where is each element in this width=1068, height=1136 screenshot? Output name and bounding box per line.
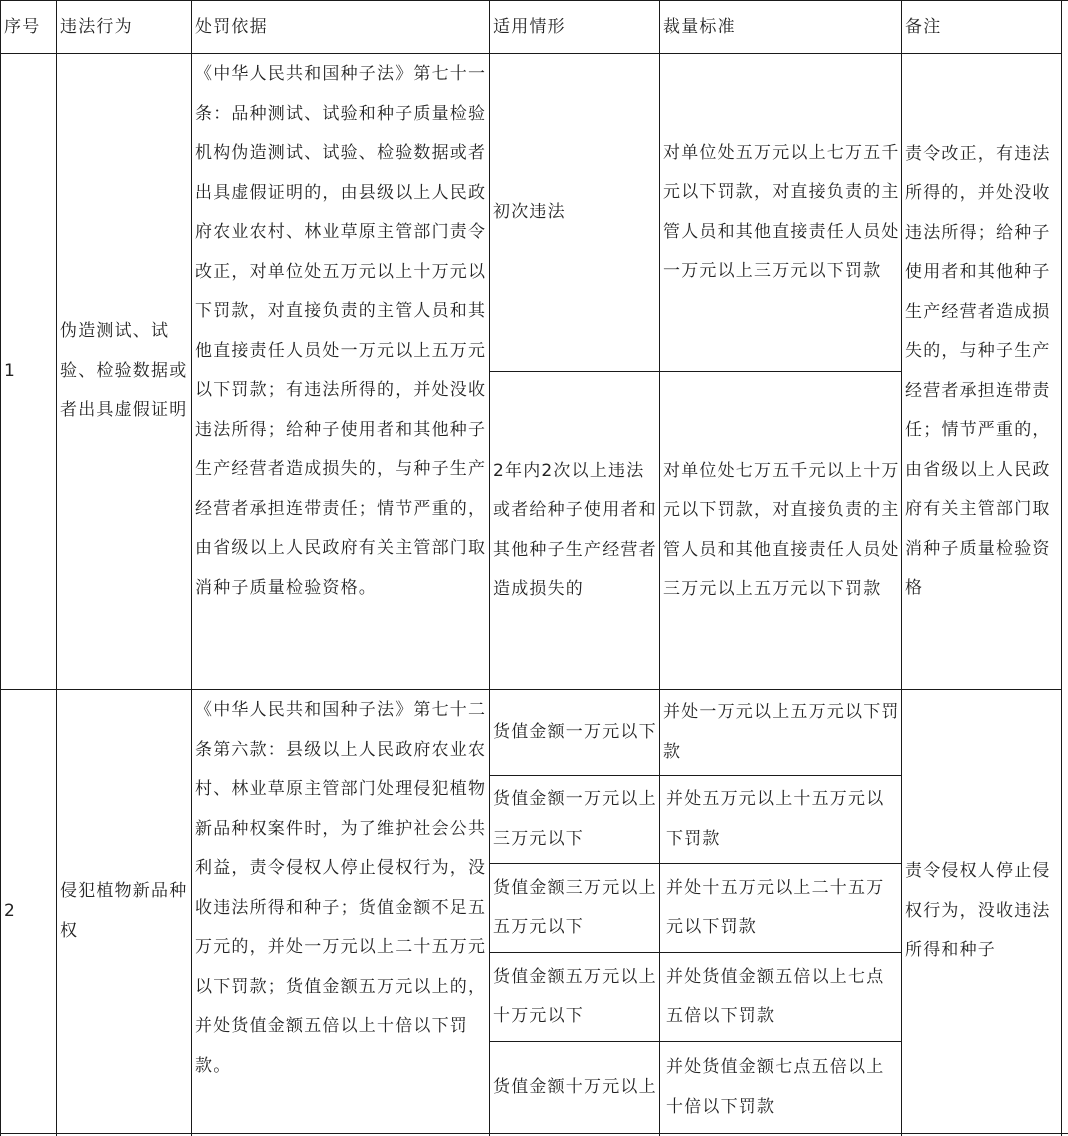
header-remark: 备注 <box>905 17 942 37</box>
row1-remark: 责令改正，有违法所得的，并处没收违法所得；给种子使用者和其他种子生产经营者造成损失的，与种子生产经营者承担连带责任；情节严重的，由省级以上人民政府有关主管部门取消种子质量检验资格 <box>905 143 1051 598</box>
row2-case3-situation: 货值金额三万元以上五万元以下 <box>493 877 657 937</box>
row2-remark: 责令侵权人停止侵权行为，没收违法所得和种子 <box>905 861 1051 961</box>
row2-case2-situation: 货值金额一万元以上三万元以下 <box>493 789 657 849</box>
row2-case4-situation: 货值金额五万元以上十万元以下 <box>493 966 657 1026</box>
row1-case2-situation: 2年内2次以上违法或者给种子使用者和其他种子生产经营者造成损失的 <box>493 460 657 599</box>
row2-case5-standard: 并处货值金额七点五倍以上十倍以下罚款 <box>666 1057 885 1117</box>
row2-act: 侵犯植物新品种权 <box>60 881 188 941</box>
row1-basis: 《中华人民共和国种子法》第七十一条：品种测试、试验和种子质量检验机构伪造测试、试验、检验数据或者出具虚假证明的，由县级以上人民政府农业农村、林业草原主管部门责令改正，对单位处五万元以上十万元以下罚款，对直接负责的主管人员和其他直接责任人员处一万元以上五万元以下罚款；有违法所得的，并处没收违法所得；给种子使用者和其他种子生产经营者造成损失的，与种子生产经营者承担连带责任；情节严重的，由省级以上人民政府有关主管部门取消种子质量检验资格。 <box>195 64 487 598</box>
row1-case2-standard: 对单位处七万五千元以上十万元以下罚款，对直接负责的主管人员和其他直接责任人员处三万元以上五万元以下罚款 <box>663 460 900 599</box>
header-no: 序号 <box>4 17 41 37</box>
header-standard: 裁量标准 <box>663 17 736 37</box>
header-act: 违法行为 <box>60 17 133 37</box>
row2-case1-standard: 并处一万元以上五万元以下罚款 <box>663 702 900 762</box>
header-basis: 处罚依据 <box>195 17 268 37</box>
row2-case5-situation: 货值金额十万元以上 <box>493 1076 657 1097</box>
row2-basis: 《中华人民共和国种子法》第七十二条第六款：县级以上人民政府农业农村、林业草原主管部门处理侵犯植物新品种权案件时，为了维护社会公共利益，责令侵权人停止侵权行为，没收违法所得和种子；货值金额不足五万元的，并处一万元以上二十五万元以下罚款；货值金额五万元以上的，并处货值金额五倍以上十倍以下罚款。 <box>195 700 487 1076</box>
row2-case3-standard: 并处十五万元以上二十五万元以下罚款 <box>666 877 885 937</box>
row2-case1-situation: 货值金额一万元以下 <box>493 721 657 742</box>
row1-no: 1 <box>4 360 17 381</box>
row2-case2-standard: 并处五万元以上十五万元以下罚款 <box>666 789 885 849</box>
header-situation: 适用情形 <box>493 17 566 37</box>
row2-case4-standard: 并处货值金额五倍以上七点五倍以下罚款 <box>666 966 885 1026</box>
row1-case1-situation: 初次违法 <box>493 201 566 222</box>
grid-line <box>0 1133 1068 1134</box>
row2-no: 2 <box>4 900 17 921</box>
row1-case1-standard: 对单位处五万元以上七万五千元以下罚款，对直接负责的主管人员和其他直接责任人员处一万元以上三万元以下罚款 <box>663 142 900 281</box>
grid-line <box>1061 0 1062 1136</box>
row1-act: 伪造测试、试验、检验数据或者出具虚假证明 <box>60 321 188 421</box>
